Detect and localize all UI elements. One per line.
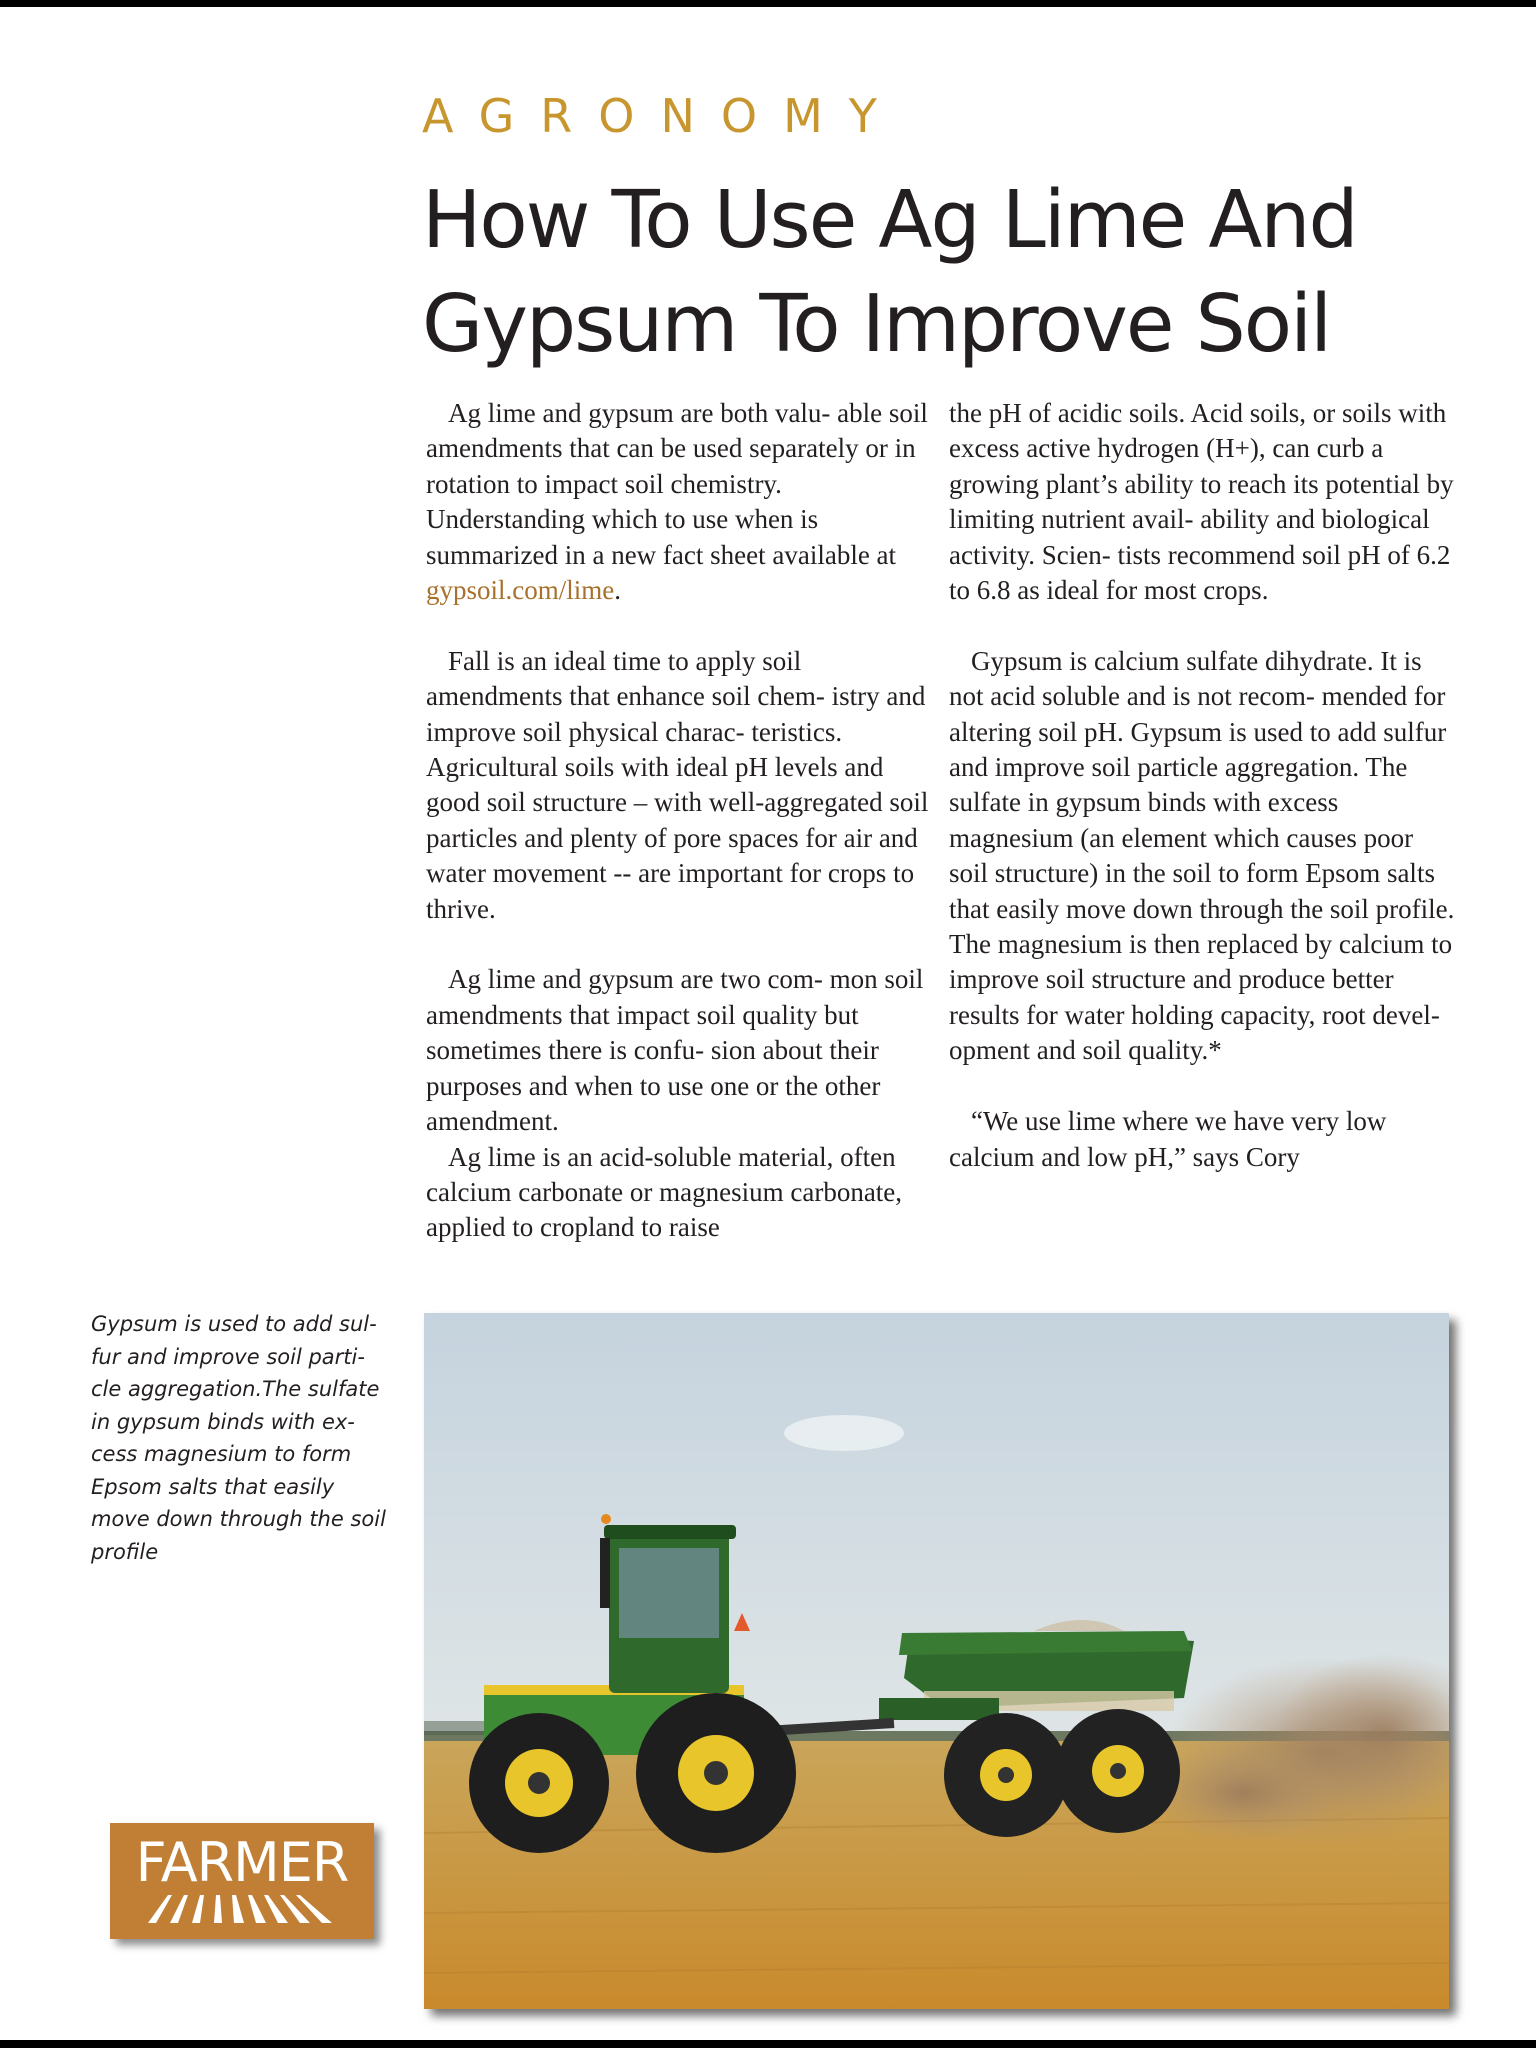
field-rows-icon [110, 1823, 374, 1939]
article-paragraph: Fall is an ideal time to apply soil amendments that enhance soil chem- istry and improve soil physical charac- teristics. Agricultural soils with ideal pH levels and good soil structure – with well-aggregated soil particles and plenty of pore spaces for air and water movement -- are important for crops to thrive. [426, 645, 929, 924]
article-paragraph: Gypsum is calcium sulfate dihydrate. It is not acid soluble and is not recom- mended for altering soil pH. Gypsum is used to add sulfur and improve soil particle aggregation. The sulfate in gypsum binds with excess magnesium (an element which causes poor soil structure) in the soil to form Epsom salts that easily move down through the soil profile. The magnesium is then replaced by calcium to improve soil structure and produce better results for water holding capacity, root devel- opment and soil quality.* [949, 645, 1455, 1066]
article-column-left [426, 396, 934, 1246]
tractor-pulling-spreader-icon [424, 1313, 1449, 2009]
article-paragraph: the pH of acidic soils. Acid soils, or soils with excess active hydrogen (H+), can curb a growing plant’s ability to reach its potential by limiting nutrient avail- ability and biological activity. Scien- tists recommend soil pH of 6.2 to 6.8 as ideal for most crops. [949, 398, 1454, 606]
article-column-right [949, 396, 1457, 1175]
logo-text: FARMER [135, 1831, 349, 1894]
photo-caption: Gypsum is used to add sul- fur and improve soil parti- cle aggregation.The sulfate in gypsum binds with ex- cess magnesium to form Epsom salts that easily move down through the soil profile [91, 1312, 386, 1564]
section-label: AGRONOMY [422, 89, 903, 143]
article-paragraph: “We use lime where we have very low calcium and low pH,” says Cory [949, 1106, 1387, 1172]
fact-sheet-link[interactable]: gypsoil.com/lime [426, 575, 615, 606]
article-headline: How To Use Ag Lime And Gypsum To Improve Soil [422, 174, 1357, 370]
spreader-wheel [1056, 1709, 1180, 1833]
spreader-wheel [944, 1713, 1068, 1837]
tractor-photo [424, 1313, 1449, 2009]
article-paragraph: Ag lime and gypsum are two com- mon soil amendments that impact soil quality but sometimes there is confu- sion about their purposes and when to use one or the other amendment. [426, 964, 924, 1137]
farmer-logo [110, 1823, 374, 1939]
article-paragraph: Ag lime and gypsum are both valu- able soil amendments that can be used separately or in rotation to impact soil chemistry. Understanding which to use when is summarized in a new fact sheet available at gypsoil.com/lime. [426, 398, 928, 606]
article-paragraph: Ag lime is an acid-soluble material, often calcium carbonate or magnesium carbonate, applied to cropland to raise [426, 1141, 903, 1243]
tractor-wheel [469, 1713, 609, 1853]
tractor-wheel [636, 1693, 796, 1853]
bottom-border [0, 2040, 1536, 2048]
top-border [0, 0, 1536, 7]
